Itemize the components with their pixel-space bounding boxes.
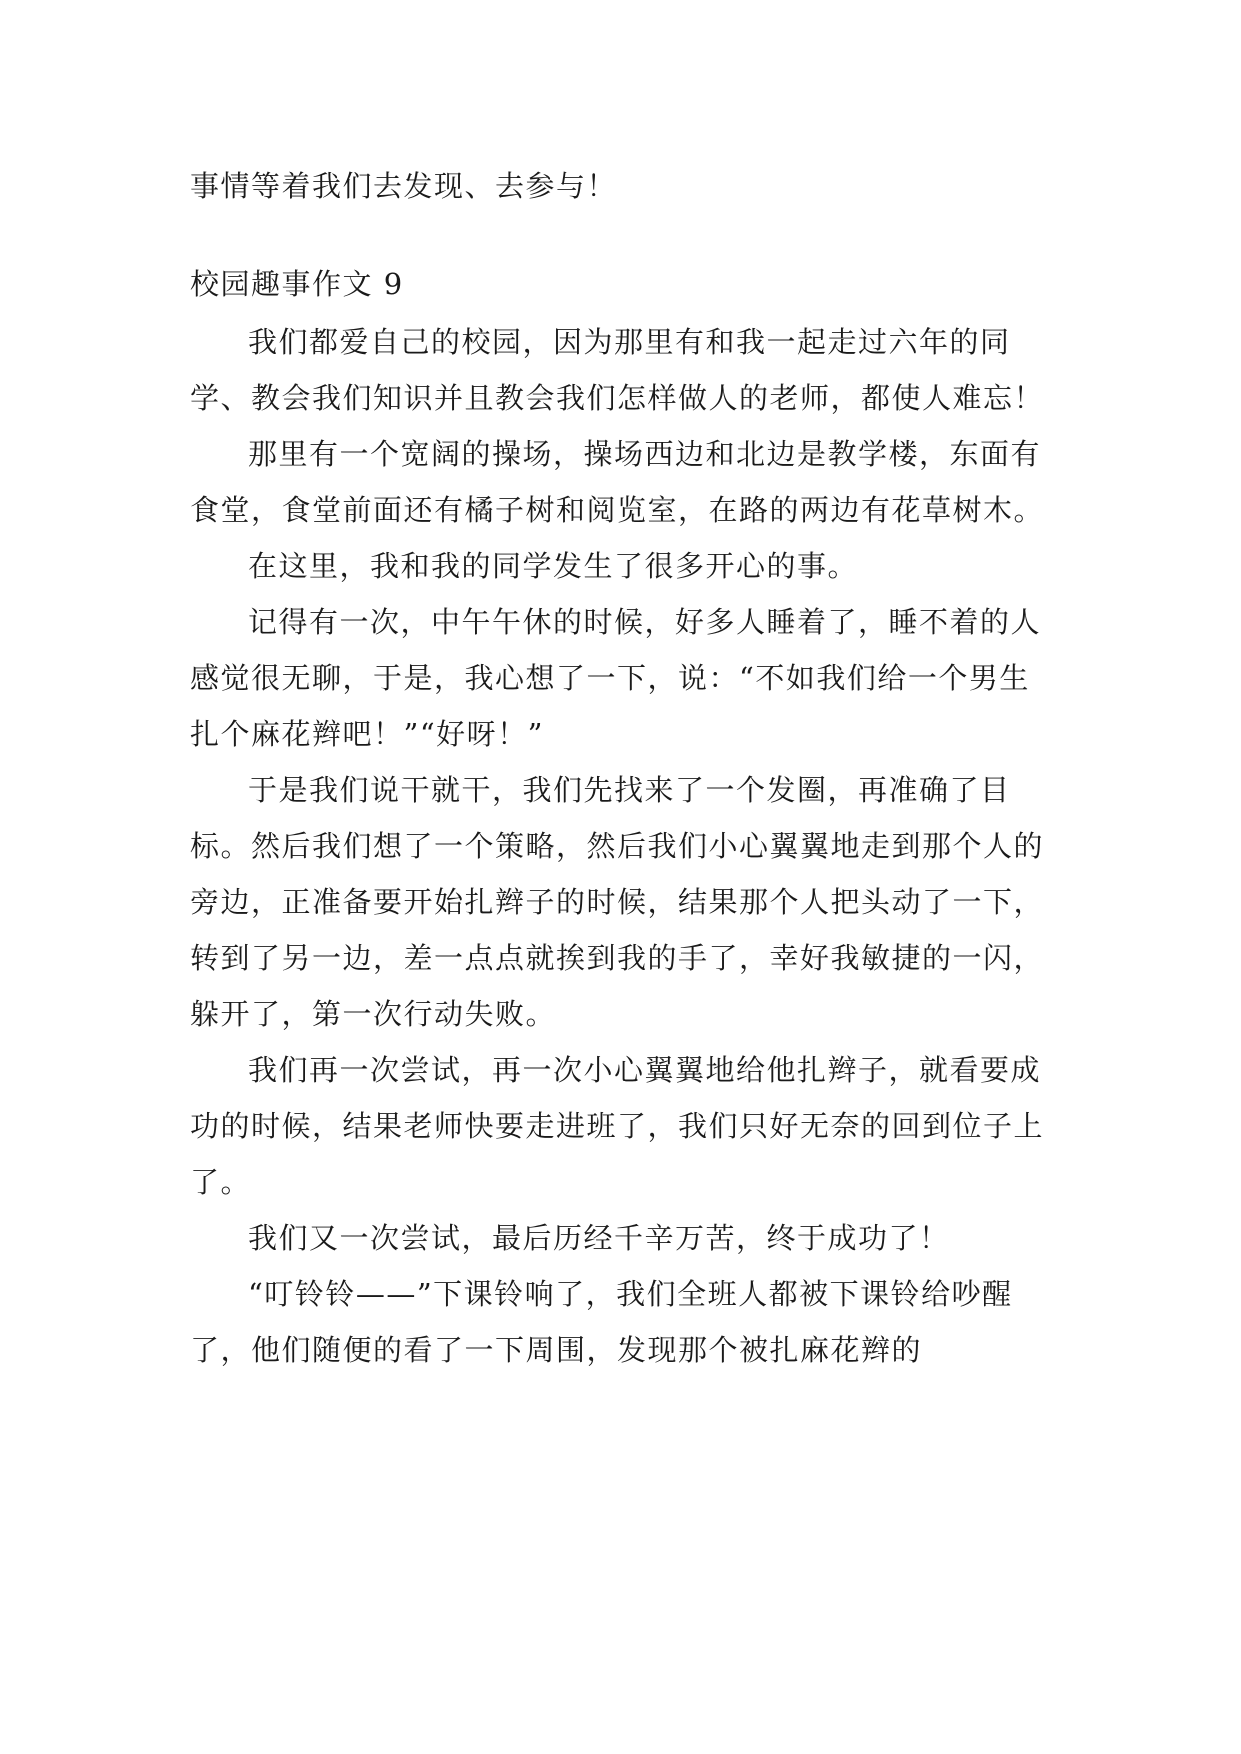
paragraph-8: “叮铃铃——”下课铃响了，我们全班人都被下课铃给吵醒了，他们随便的看了一下周围，发现那个被扎麻花辫的 (190, 1277, 1013, 1367)
paragraph-2: 那里有一个宽阔的操场，操场西边和北边是教学楼，东面有食堂，食堂前面还有橘子树和阅览室，在路的两边有花草树木。 (190, 437, 1045, 527)
continued-line: 事情等着我们去发现、去参与！ (190, 169, 618, 203)
paragraph-6: 我们再一次尝试，再一次小心翼翼地给他扎辫子，就看要成功的时候，结果老师快要走进班了，我们只好无奈的回到位子上了。 (190, 1053, 1045, 1199)
essay-title: 校园趣事作文 9 (190, 267, 404, 301)
paragraph-3: 在这里，我和我的同学发生了很多开心的事。 (248, 549, 859, 583)
document-content (190, 158, 1060, 1378)
paragraph-5: 于是我们说干就干，我们先找来了一个发圈，再准确了目标。然后我们想了一个策略，然后我们小心翼翼地走到那个人的旁边，正准备要开始扎辫子的时候，结果那个人把头动了一下，转到了另一边，差一点点就挨到我的手了，幸好我敏捷的一闪，躲开了，第一次行动失败。 (190, 773, 1045, 1031)
paragraph-7: 我们又一次尝试，最后历经千辛万苦，终于成功了！ (248, 1221, 950, 1255)
paragraph-1: 我们都爱自己的校园，因为那里有和我一起走过六年的同学、教会我们知识并且教会我们怎样做人的老师，都使人难忘！ (190, 325, 1045, 415)
paragraph-4: 记得有一次，中午午休的时候，好多人睡着了，睡不着的人感觉很无聊，于是，我心想了一下，说：“不如我们给一个男生扎个麻花辫吧！”“好呀！” (190, 605, 1042, 751)
